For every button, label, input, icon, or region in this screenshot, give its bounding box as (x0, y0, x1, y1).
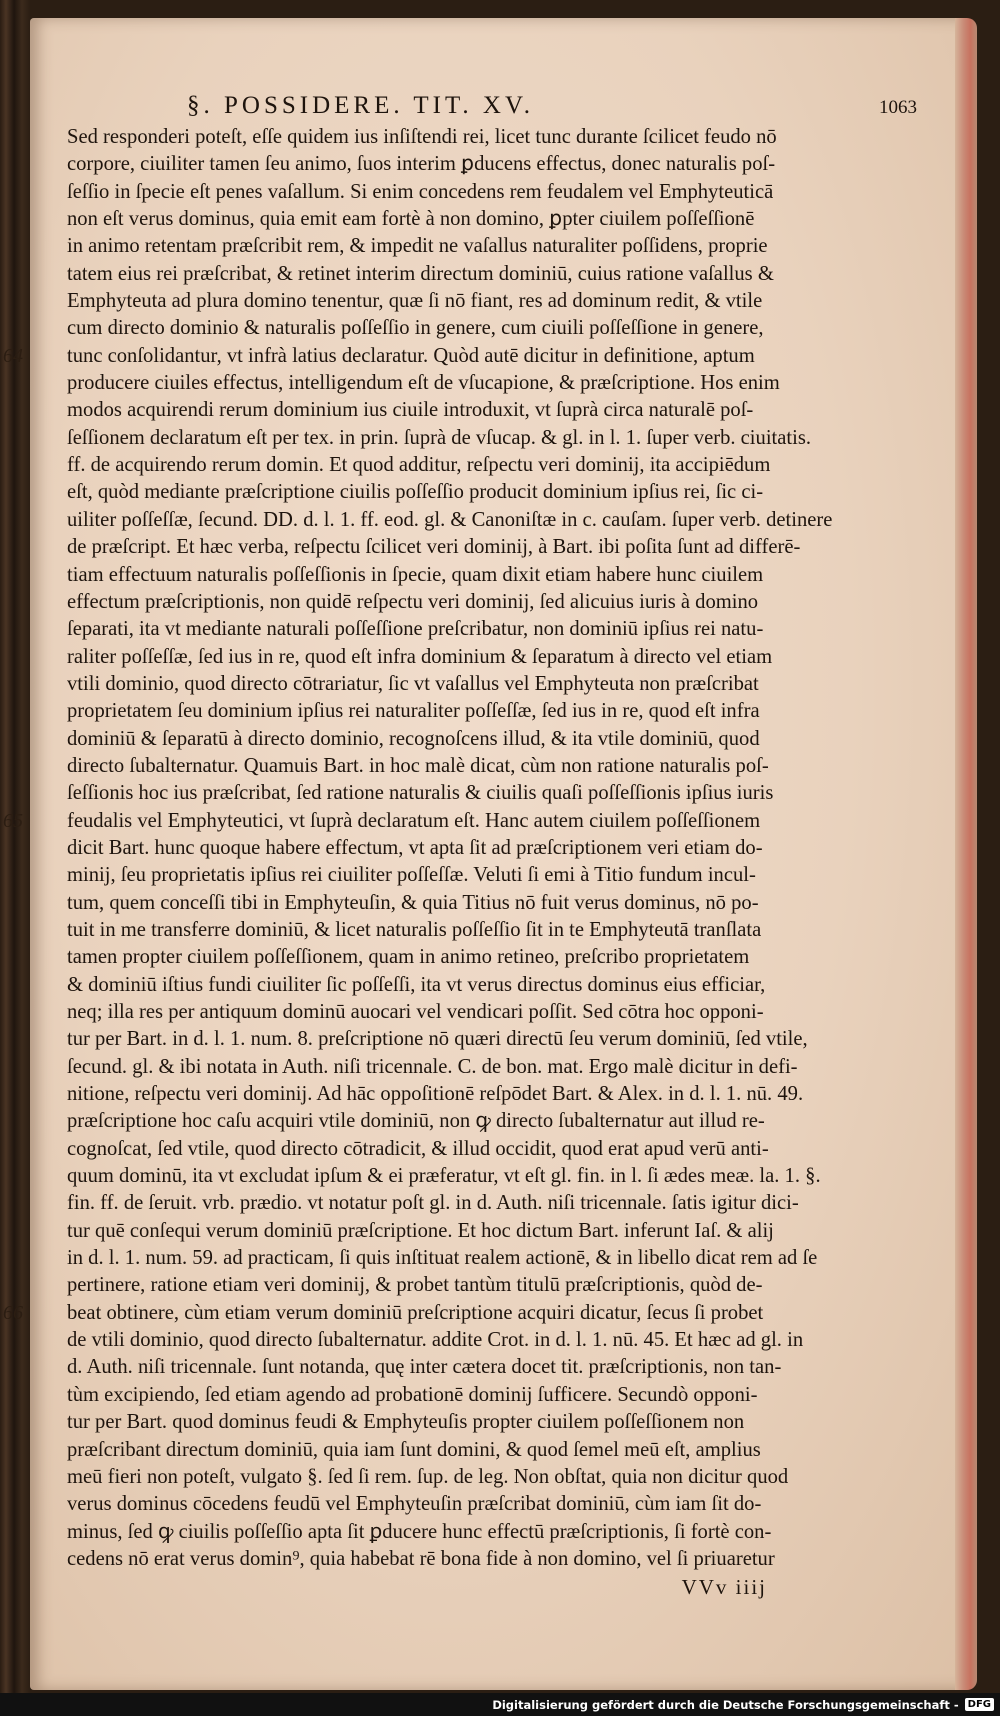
running-title: §. POSSIDERE. TIT. XV. (187, 92, 535, 119)
text-line (67, 179, 937, 206)
line-text: eſt, quòd mediante præſcriptione ciuilis poſſeſſio producit dominium ipſius rei, ſic ci- (67, 481, 764, 504)
line-text: de vtili dominio, quod directo ſubalternatur. addite Crot. in d. l. 1. nū. 45. Et hæc ad gl. in (67, 1329, 804, 1352)
line-text: pertinere, ratione etiam veri dominij, & probet tantùm titulū præſcriptionis, quòd de- (67, 1274, 763, 1297)
text-line (67, 397, 937, 424)
line-text: ſecund. gl. & ibi notata in Auth. niſi tricennale. C. de bon. mat. Ergo malè dicitur in defi- (67, 1055, 798, 1078)
signature-mark: VVv iiij (681, 1575, 767, 1600)
text-line (67, 206, 937, 233)
line-text: modos acquirendi rerum dominium ius ciuile introduxit, vt ſuprà circa naturalē poſ- (67, 399, 754, 422)
margin-number: 65 (3, 809, 23, 832)
text-line (67, 1218, 937, 1245)
text-line (3, 343, 937, 370)
margin-number: 66 (3, 1301, 23, 1324)
line-text: tur quē conſequi verum dominiū præſcriptione. Et hoc dictum Bart. inferunt Iaſ. & alij (67, 1219, 774, 1242)
text-line (67, 1546, 937, 1573)
text-line (67, 562, 937, 589)
line-text: non eſt verus dominus, quia emit eam fortè à non domino, ꝑpter ciuilem poſſeſſionē (67, 208, 755, 231)
text-line (67, 261, 937, 288)
text-line (67, 507, 937, 534)
text-line (67, 589, 937, 616)
line-text: d. Auth. niſi tricennale. ſunt notanda, quę inter cætera docet tit. præſcriptionis, non tan- (67, 1356, 782, 1379)
line-text: tunc conſolidantur, vt infrà latius declaratur. Quòd autē dicitur in definitione, aptum (67, 344, 755, 367)
text-line (67, 1190, 937, 1217)
text-line (67, 1409, 937, 1436)
text-line (67, 425, 937, 452)
text-line (67, 671, 937, 698)
line-text: effectum præſcriptionis, non quidē reſpectu veri dominij, ſed alicuius iuris à domino (67, 590, 759, 613)
text-line (67, 890, 937, 917)
text-line (67, 151, 937, 178)
line-text: tamen propter ciuilem poſſeſſionem, quam in animo retineo, preſcribo proprietatem (67, 946, 750, 969)
folio-number: 1063 (879, 97, 917, 118)
line-text: minus, ſed ꝙ ciuilis poſſeſſio apta ſit ꝑducere hunc effectū præſcriptionis, ſi fortè con- (67, 1520, 772, 1543)
line-text: verus dominus cōcedens feudū vel Emphyteuſin præſcribat dominiū, cùm iam ſit do- (67, 1493, 762, 1516)
line-text: dominiū & ſeparatū à directo dominio, recognoſcens illud, & ita vtile dominiū, quod (67, 727, 760, 750)
text-line (67, 124, 937, 151)
line-text: Sed responderi poteſt, eſſe quidem ius inſiſtendi rei, licet tunc durante ſcilicet feudo nō (67, 126, 777, 148)
text-line (67, 479, 937, 506)
text-line (67, 1245, 937, 1272)
line-text: neq; illa res per antiquum dominū auocari vel vendicari poſſit. Sed cōtra hoc opponi- (67, 1001, 764, 1023)
line-text: uiliter poſſeſſæ, ſecund. DD. d. l. 1. ff. eod. gl. & Canoniſtæ in c. cauſam. ſuper verb. detinere (67, 508, 833, 531)
text-line (67, 233, 937, 260)
line-text: præſcribant directum dominiū, quia iam ſunt domini, & quod ſemel meū eſt, amplius (67, 1438, 761, 1461)
text-line (67, 698, 937, 725)
line-text: nitione, reſpectu veri dominij. Ad hāc oppoſitionē reſpōdet Bart. & Alex. in d. l. 1. nū. 49. (67, 1083, 804, 1106)
text-lines (3, 124, 937, 1573)
text-line (67, 862, 937, 889)
text-line (67, 1136, 937, 1163)
text-line (67, 1327, 937, 1354)
page-edge (955, 18, 977, 1690)
text-line (3, 808, 937, 835)
text-line (67, 370, 937, 397)
line-text: meū fieri non poteſt, vulgato §. ſed ſi rem. ſup. de leg. Non obſtat, quia non dicitur quod (67, 1465, 789, 1488)
text-line (67, 1354, 937, 1381)
line-text: ſeſſionis hoc ius præſcribat, ſed ratione naturalis & ciuilis quaſi poſſeſſionis ipſius iuris (67, 782, 774, 805)
line-text: cognoſcat, ſed vtile, quod directo cōtradicit, & illud occidit, quod erat apud verū anti- (67, 1137, 769, 1160)
text-line (67, 972, 937, 999)
text-line (67, 1163, 937, 1190)
line-text: ſeſſio in ſpecie eſt penes vaſallum. Si enim concedens rem feudalem vel Emphyteuticā (67, 180, 774, 203)
line-text: ff. de acquirendo rerum domin. Et quod additur, reſpectu veri dominij, ita accipiēdum (67, 454, 771, 477)
line-text: raliter poſſeſſæ, ſed ius in re, quod eſt infra dominium & ſeparatum à directo vel etiam (67, 645, 773, 668)
text-line (67, 1464, 937, 1491)
margin-number: 64 (3, 344, 23, 367)
line-text: Emphyteuta ad plura domino tenentur, quæ ſi nō fiant, res ad dominum redit, & vtile (67, 290, 763, 313)
text-line (67, 944, 937, 971)
line-text: in animo retentam præſcribit rem, & impedit ne vaſallus naturaliter poſſidens, proprie (67, 235, 768, 258)
text-line (67, 726, 937, 753)
text-line (67, 1382, 937, 1409)
text-line (67, 917, 937, 944)
line-text: producere ciuiles effectus, intelligendum eſt de vſucapione, & præſcriptione. Hos enim (67, 372, 780, 395)
line-text: fin. ff. de ſeruit. vrb. prædio. vt notatur poſt gl. in d. Auth. niſi tricennale. ſatis igitur dici- (67, 1192, 799, 1215)
line-text: directo ſubalternatur. Quamuis Bart. in hoc malè dicat, cùm non ratione naturalis poſ- (67, 754, 769, 777)
text-line (67, 1026, 937, 1053)
dfg-logo: DFG (965, 1698, 994, 1711)
line-text: beat obtinere, cùm etiam verum dominiū preſcriptione acquiri dicatur, ſecus ſi probet (67, 1301, 764, 1324)
text-line (67, 1081, 937, 1108)
text-line (67, 288, 937, 315)
line-text: tiam effectuum naturalis poſſeſſionis in ſpecie, quam dixit etiam habere hunc ciuilem (67, 563, 764, 586)
text-line (67, 753, 937, 780)
digitization-footer (0, 1693, 1000, 1716)
line-text: tuit in me transferre dominiū, & licet naturalis poſſeſſio ſit in te Emphyteutā tranſlata (67, 918, 762, 941)
text-line (67, 999, 937, 1026)
text-line (67, 1272, 937, 1299)
line-text: in d. l. 1. num. 59. ad practicam, ſi quis inſtituat realem actionē, & in libello dicat rem ad ſe (67, 1247, 818, 1270)
text-line (67, 835, 937, 862)
line-text: feudalis vel Emphyteutici, vt ſuprà declaratum eſt. Hanc autem ciuilem poſſeſſionem (67, 809, 761, 832)
text-line (3, 1300, 937, 1327)
line-text: ſeparati, ita vt mediante naturali poſſeſſione preſcribatur, non dominiū ipſius rei natu- (67, 618, 764, 641)
line-text: dicit Bart. hunc quoque habere effectum, vt apta ſit ad præſcriptionem veri etiam do- (67, 836, 763, 859)
line-text: vtili dominio, quod directo cōtrariatur, ſic vt vaſallus vel Emphyteuta non præſcribat (67, 672, 759, 695)
line-text: corpore, ciuiliter tamen ſeu animo, ſuos interim ꝑducens effectus, donec naturalis poſ- (67, 153, 776, 176)
text-line (67, 1108, 937, 1135)
text-line (67, 534, 937, 561)
text-line (67, 452, 937, 479)
text-line (67, 1491, 937, 1518)
text-line (67, 1519, 937, 1546)
text-line (67, 616, 937, 643)
text-line (67, 1054, 937, 1081)
line-text: quum dominū, ita vt excludat ipſum & ei præferatur, vt eſt gl. fin. in l. ſi ædes meæ. la. 1. §. (67, 1165, 821, 1188)
text-line (67, 315, 937, 342)
line-text: cedens nō erat verus domin⁹, quia habebat rē bona fide à non domino, vel ſi priuaretur (67, 1547, 775, 1570)
line-text: tum, quem conceſſi tibi in Emphyteuſin, & quia Titius nō fuit verus dominus, nō po- (67, 891, 759, 914)
line-text: tur per Bart. in d. l. 1. num. 8. preſcriptione nō quæri directū ſeu verum dominiū, ſed vtile, (67, 1028, 808, 1051)
page-text (3, 92, 937, 1600)
line-text: tùm excipiendo, ſed etiam agendo ad probationē dominij ſufficere. Secundò opponi- (67, 1383, 758, 1406)
line-text: cum directo dominio & naturalis poſſeſſio in genere, cum ciuili poſſeſſione in genere, (67, 317, 764, 340)
line-text: tur per Bart. quod dominus feudi & Emphyteuſis propter ciuilem poſſeſſionem non (67, 1411, 745, 1434)
line-text: de præſcript. Et hæc verba, reſpectu ſcilicet veri dominij, à Bart. ibi poſita ſunt ad differē- (67, 536, 801, 559)
line-text: proprietatem ſeu dominium ipſius rei naturaliter poſſeſſæ, ſed ius in re, quod eſt infra (67, 700, 760, 723)
text-line (67, 1437, 937, 1464)
line-text: tatem eius rei præſcribat, & retinet interim directum dominiū, cuius ratione vaſallus & (67, 262, 774, 285)
line-text: præſcriptione hoc caſu acquiri vtile dominiū, non ꝙ directo ſubalternatur aut illud re- (67, 1110, 765, 1133)
footer-credit: Digitalisierung gefördert durch die Deutsche Forschungsgemeinschaft - (492, 1697, 959, 1712)
line-text: minij, ſeu proprietatis ipſius rei ciuiliter poſſeſſæ. Veluti ſi emi à Titio fundum incul- (67, 864, 756, 887)
line-text: & dominiū iſtius fundi ciuiliter ſic poſſeſſi, ita vt verus directus dominus eius efficiar, (67, 973, 766, 996)
text-line (67, 644, 937, 671)
text-line (67, 780, 937, 807)
line-text: ſeſſionem declaratum eſt per tex. in prin. ſuprà de vſucap. & gl. in l. 1. ſuper verb. ciuitatis. (67, 426, 812, 449)
running-header (187, 92, 937, 120)
